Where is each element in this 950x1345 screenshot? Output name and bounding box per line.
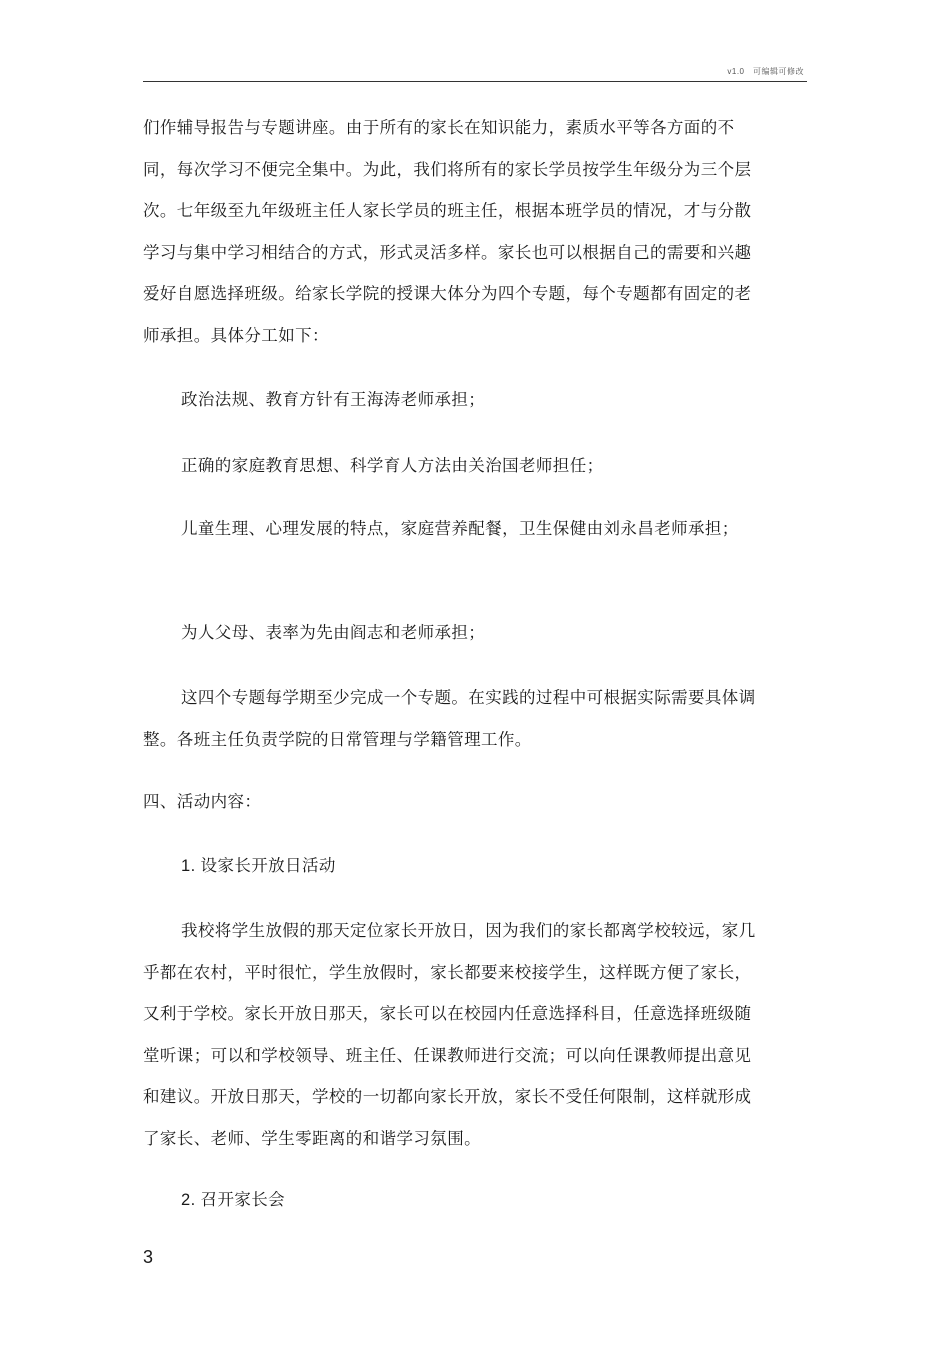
subheading-parent-meeting-block: [143, 1180, 758, 1222]
paragraph-topic-summary: 这四个专题每学期至少完成一个专题。在实践的过程中可根据实际需要具体调整。各班主任负责学院的日常管理与学籍管理工作。: [143, 688, 756, 749]
topic-item-2: [143, 445, 758, 487]
header-rule: [143, 81, 807, 82]
paragraph-topic-parenting: 为人父母、表率为先由阎志和老师承担；: [181, 623, 486, 642]
subheading-parent-meeting: 2. 召开家长会: [181, 1191, 286, 1209]
topic-item-4: [143, 612, 758, 654]
subheading-open-day: 1. 设家长开放日活动: [181, 857, 336, 875]
paragraph-topic-child-health: 儿童生理、心理发展的特点，家庭营养配餐，卫生保健由刘永昌老师承担；: [181, 519, 739, 538]
topic-summary: [143, 677, 758, 760]
document-body: [143, 107, 758, 356]
subheading-open-day-block: [143, 846, 758, 888]
page-number: 3: [143, 1247, 154, 1267]
paragraph-topic-politics: 政治法规、教育方针有王海涛老师承担；: [181, 390, 486, 409]
section-heading-activities: 四、活动内容：: [143, 792, 262, 811]
header-version-note: v1.0 可编辑可修改: [727, 67, 804, 76]
paragraph-topic-family-education: 正确的家庭教育思想、科学育人方法由关治国老师担任；: [181, 456, 604, 475]
open-day-description-block: [143, 910, 758, 1159]
paragraph-curriculum-intro: 们作辅导报告与专题讲座。由于所有的家长在知识能力，素质水平等各方面的不同，每次学习不便完全集中。为此，我们将所有的家长学员按学生年级分为三个层次。七年级至九年级班主任人家长学员的班主任，根据本班学员的情况，才与分散学习与集中学习相结合的方式，形式灵活多样。家长也可以根据自己的需要和兴趣爱好自愿选择班级。给家长学院的授课大体分为四个专题，每个专题都有固定的老师承担。具体分工如下：: [143, 118, 752, 345]
topic-item-1: [143, 379, 758, 421]
topic-item-3: [143, 508, 758, 550]
section-heading-block: [143, 781, 758, 823]
paragraph-open-day-description: 我校将学生放假的那天定位家长开放日，因为我们的家长都离学校较远，家几乎都在农村，平时很忙，学生放假时，家长都要来校接学生，这样既方便了家长，又利于学校。家长开放日那天，家长可以在校园内任意选择科目，任意选择班级随堂听课；可以和学校领导、班主任、任课教师进行交流；可以向任课教师提出意见和建议。开放日那天，学校的一切都向家长开放，家长不受任何限制，这样就形成了家长、老师、学生零距离的和谐学习氛围。: [143, 921, 756, 1148]
